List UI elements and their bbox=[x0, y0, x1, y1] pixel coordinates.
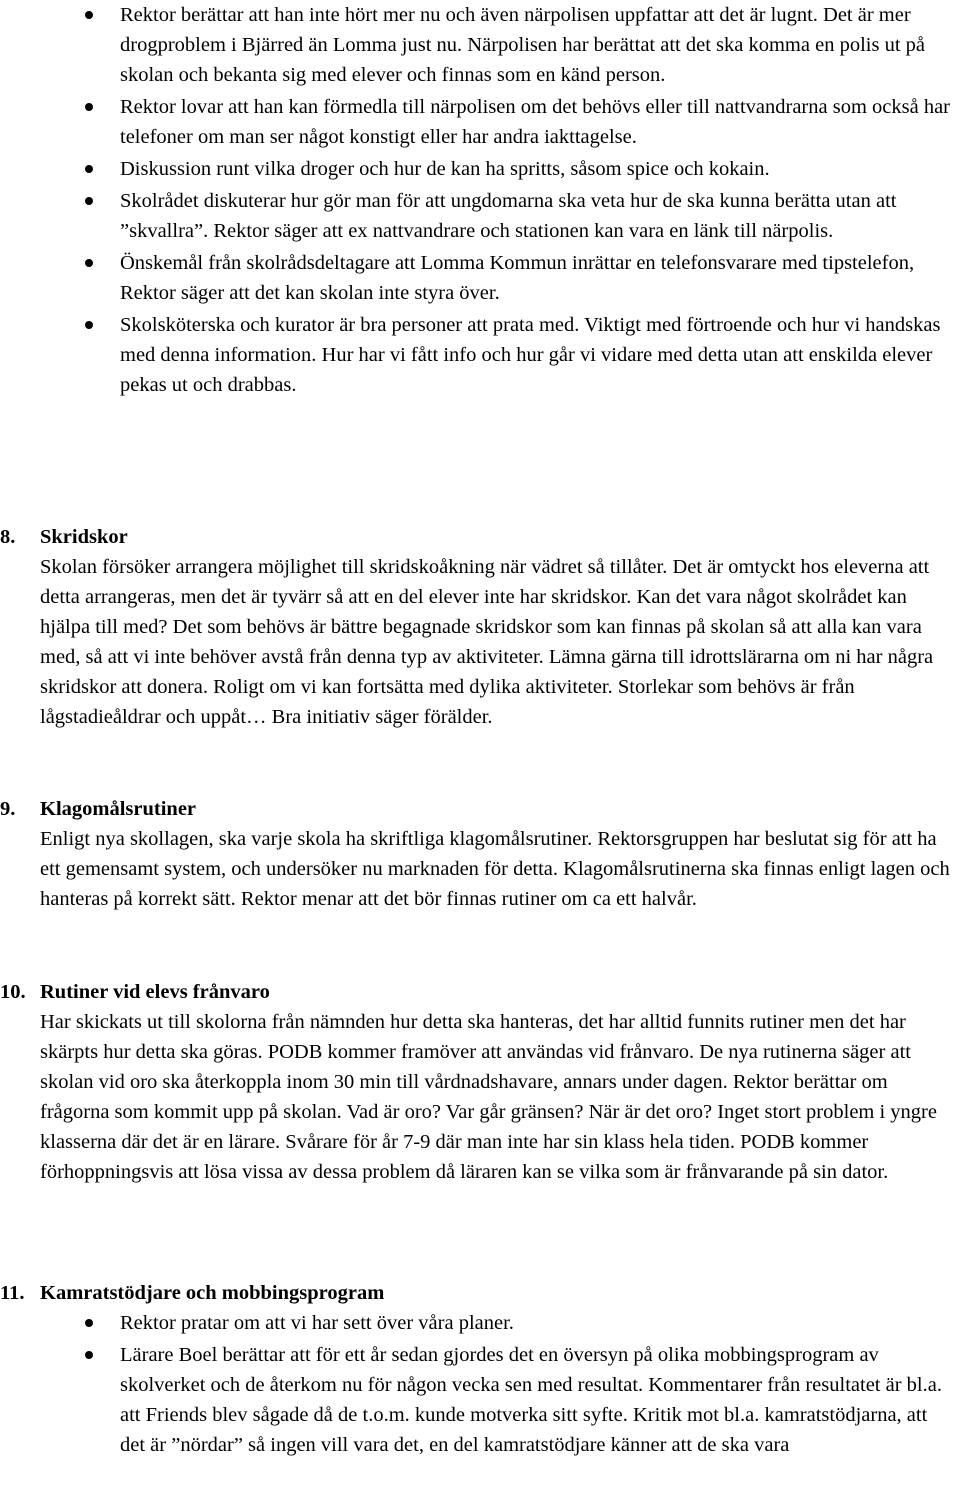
bullet-icon bbox=[85, 1351, 93, 1359]
section-body bbox=[0, 824, 960, 914]
section-kamratstodjare bbox=[0, 1278, 960, 1460]
section-franvaro bbox=[0, 977, 960, 1187]
list-item: Rektor berättar att han inte hört mer nu och även närpolisen uppfattar att det är lugnt. Det är mer drogproblem i Bjärred än Lomma just nu. Närpolisen har berättat att det ska komma en polis ut på skolan och bekanta sig med elever och finnas som en känd person. bbox=[0, 0, 960, 90]
bullet-icon bbox=[85, 103, 93, 111]
list-item: Diskussion runt vilka droger och hur de kan ha spritts, såsom spice och kokain. bbox=[0, 154, 960, 184]
bullet-icon bbox=[85, 259, 93, 267]
section-body bbox=[0, 552, 960, 732]
section-heading bbox=[0, 522, 960, 552]
list-item: Skolrådet diskuterar hur gör man för att ungdomarna ska veta hur de ska kunna berätta utan att ”skvallra”. Rektor säger att ex nattvandrare och stationen kan vara en länk till närpolis. bbox=[0, 186, 960, 246]
paragraph: Har skickats ut till skolorna från nämnden hur detta ska hanteras, det har alltid funnits rutiner men det har skärpts hur detta ska göras. PODB kommer framöver att användas vid frånvaro. De nya rutinerna säger att skolan vid oro ska återkoppla inom 30 min till vårdnadshavare, annars under dagen. Rektor berättar om frågorna som kommit upp på skolan. Vad är oro? Var går gränsen? När är det oro? Inget stort problem i yngre klasserna där det är en lärare. Svårare för år 7-9 där man inte har sin klass hela tiden. PODB kommer förhoppningsvis att lösa vissa av dessa problem då läraren kan se vilka som är frånvarande på sin dator. bbox=[40, 1011, 937, 1183]
section-heading bbox=[0, 977, 960, 1007]
section-number: 8. bbox=[0, 526, 16, 548]
section-heading bbox=[0, 1278, 960, 1308]
section-skridskor bbox=[0, 522, 960, 732]
bullet-icon bbox=[85, 1319, 93, 1327]
list-item: Rektor lovar att han kan förmedla till närpolisen om det behövs eller till nattvandrarna som också har telefoner om man ser något konstigt eller har andra iakttagelse. bbox=[0, 92, 960, 152]
section-title: Klagomålsrutiner bbox=[40, 798, 197, 820]
section-title: Kamratstödjare och mobbingsprogram bbox=[40, 1282, 385, 1304]
bullet-icon bbox=[85, 197, 93, 205]
list-item: Skolsköterska och kurator är bra personer att prata med. Viktigt med förtroende och hur vi handskas med denna information. Hur har vi fått info och hur går vi vidare med detta utan att enskilda elever pekas ut och drabbas. bbox=[0, 310, 960, 400]
section-klagomalsrutiner bbox=[0, 794, 960, 914]
section-title: Rutiner vid elevs frånvaro bbox=[40, 981, 270, 1003]
bullet-icon bbox=[85, 321, 93, 329]
bullet-icon bbox=[85, 11, 93, 19]
paragraph: Enligt nya skollagen, ska varje skola ha skriftliga klagomålsrutiner. Rektorsgruppen har beslutat sig för att ha ett gemensamt system, och undersöker nu marknaden för detta. Klagomålsrutinerna ska finnas enligt lagen och hanteras på korrekt sätt. Rektor menar att det bör finnas rutiner om ca ett halvår. bbox=[40, 828, 950, 910]
section-title: Skridskor bbox=[40, 526, 128, 548]
section-body bbox=[0, 1007, 960, 1187]
top-bullet-list bbox=[0, 0, 960, 400]
bullet-icon bbox=[85, 165, 93, 173]
list-item: Rektor pratar om att vi har sett över våra planer. bbox=[0, 1308, 960, 1338]
section-heading bbox=[0, 794, 960, 824]
list-item: Lärare Boel berättar att för ett år sedan gjordes det en översyn på olika mobbingsprogram av skolverket och de återkom nu för någon vecka sen med resultat. Kommentarer från resultatet är bl.a. att Friends blev sågade då de t.o.m. kunde motverka sitt syfte. Kritik mot bl.a. kamratstödjarna, att det är ”nördar” så ingen vill vara det, en del kamratstödjare känner att de ska vara bbox=[0, 1340, 960, 1460]
section-number: 11. bbox=[0, 1282, 25, 1304]
section-number: 9. bbox=[0, 798, 16, 820]
section-bullet-list bbox=[0, 1308, 960, 1460]
paragraph: Skolan försöker arrangera möjlighet till skridskoåkning när vädret så tillåter. Det är omtyckt hos eleverna att detta arrangeras, men det är tyvärr så att en del elever inte har skridskor. Kan det vara något skolrådet kan hjälpa till med? Det som behövs är bättre begagnade skridskor som kan finnas på skolan så att alla kan vara med, så att vi inte behöver avstå från denna typ av aktiviteter. Lämna gärna till idrottslärarna om ni har några skridskor att donera. Roligt om vi kan fortsätta med dylika aktiviteter. Storlekar som behövs är från lågstadieåldrar och uppåt… Bra initiativ säger förälder. bbox=[40, 556, 934, 728]
list-item: Önskemål från skolrådsdeltagare att Lomma Kommun inrättar en telefonsvarare med tipstelefon, Rektor säger att det kan skolan inte styra över. bbox=[0, 248, 960, 308]
section-number: 10. bbox=[0, 981, 26, 1003]
